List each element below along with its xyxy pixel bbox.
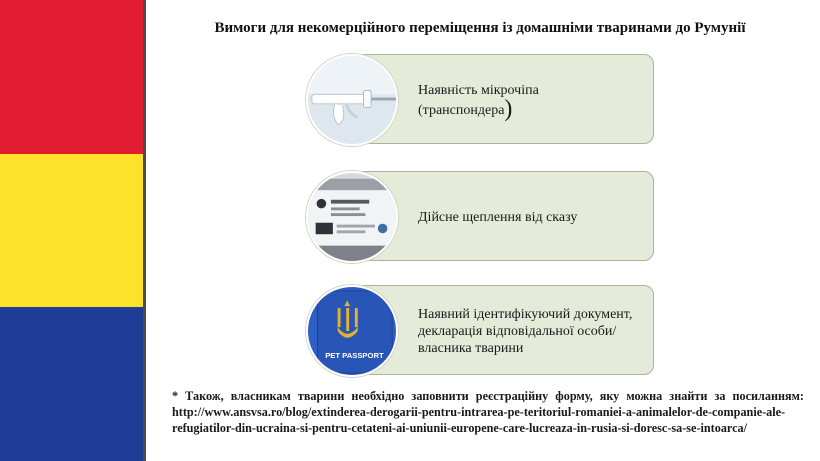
flag-yellow-stripe	[0, 154, 143, 308]
flag-blue-stripe	[0, 307, 143, 461]
requirement-line1: Наявність мікрочіпа	[418, 82, 539, 98]
requirement-text: Наявний ідентифікуючий документ, декларація відповідальної особи/власника тварини	[418, 306, 633, 356]
closing-paren: )	[504, 95, 513, 122]
flag-red-stripe	[0, 0, 143, 154]
rabies-vaccine-vial-icon	[306, 171, 398, 263]
passport-cover-label: PET PASSPORT	[325, 350, 384, 360]
pet-passport-icon	[306, 285, 398, 377]
registration-note: * Також, власникам тварини необхідно заповнити реєстраційну форму, яку можна знайти за посиланням: http://www.ansvsa.ro/blog/extinderea-derogarii-pentru-intrarea-pe-teritoriul-romaniei-a-animalelor-de-companie-ale-refugiatilor-din-ucraina-si-pentru-cetateni-ai-uniunii-europene-care-lucreaza-in-rusia-si-doresc-sa-se-intoarca/	[172, 389, 804, 435]
romanian-flag	[0, 0, 146, 461]
requirement-microchip	[306, 54, 656, 146]
requirement-text: Дійсне щеплення від сказу	[418, 209, 578, 225]
requirement-text	[418, 54, 644, 146]
requirement-identification-document	[306, 285, 656, 377]
page-title: Вимоги для некомерційного переміщення із домашніми тваринами до Румунії	[214, 20, 746, 36]
requirement-vaccination	[306, 171, 656, 263]
requirement-line2: (транспондера	[418, 102, 505, 118]
microchip-syringe-icon	[306, 54, 398, 146]
